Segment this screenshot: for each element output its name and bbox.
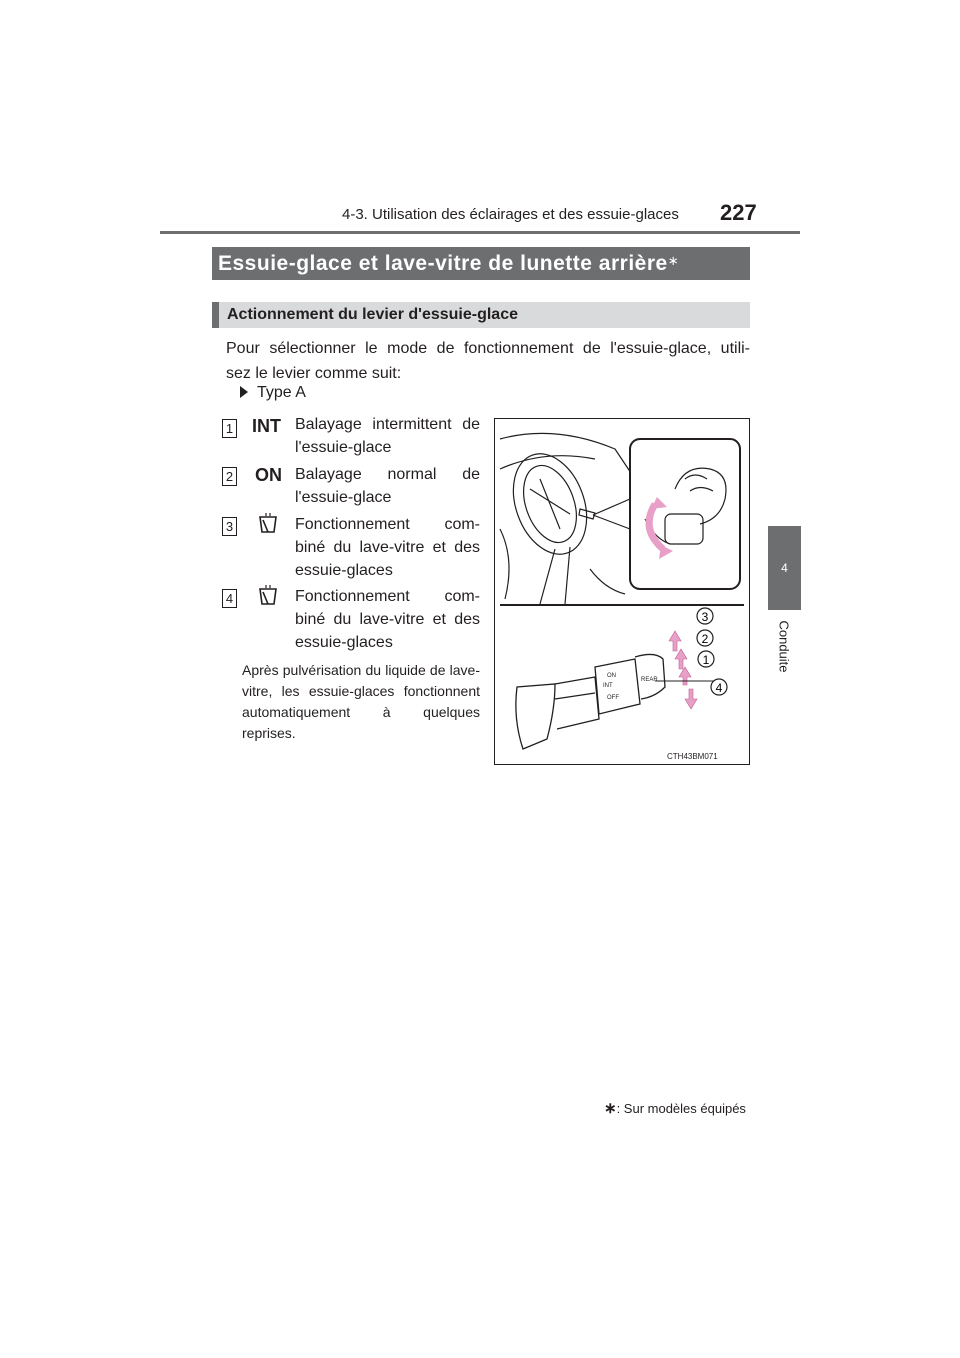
on-symbol: ON [255, 465, 282, 485]
lever-drawing [516, 654, 665, 749]
svg-text:3: 3 [701, 610, 709, 624]
callout-1 [698, 651, 714, 667]
callout-2 [697, 630, 713, 646]
item-number-4: 4 [222, 589, 237, 608]
asterisk-mark: ∗ [667, 253, 680, 268]
callout-4 [711, 679, 727, 695]
page-number: 227 [720, 200, 757, 225]
item-number-1: 1 [222, 419, 237, 438]
figure-illustration [495, 419, 749, 764]
int-symbol: INT [252, 416, 281, 436]
item-2-text: Balayage normal de l'essuie-glace [295, 466, 480, 506]
washer-icon [256, 584, 280, 608]
item-1-text: Balayage intermittent de l'essuie-glace [295, 416, 480, 456]
dashboard-drawing [500, 433, 635, 604]
item-4-text: Fonctionnement com- biné du lave-vitre et des essuie-glaces [295, 588, 480, 651]
header-rule [160, 231, 800, 234]
lever-label-int: INT [603, 683, 613, 689]
item-3-text: Fonctionnement com- biné du lave-vitre et des essuie-glaces [295, 516, 480, 579]
figure-code: CTH43BM071 [667, 752, 718, 761]
subsection-title: Actionnement du levier d'essuie-glace [212, 302, 750, 328]
svg-text:2: 2 [701, 632, 709, 646]
triangle-bullet-icon [240, 386, 248, 398]
chapter-tab[interactable] [768, 526, 801, 610]
chapter-label: Conduite [776, 619, 792, 673]
wiper-lever-figure [494, 418, 750, 765]
svg-text:1: 1 [702, 653, 710, 667]
item-number-3: 3 [222, 517, 237, 536]
item-number-2: 2 [222, 467, 237, 486]
callout-3 [697, 608, 713, 624]
footnote: ∗: Sur modèles équipés [604, 1100, 746, 1117]
section-title: Essuie-glace et lave-vitre de lunette arrière∗ [212, 247, 750, 280]
washer-icon [256, 512, 280, 536]
lever-label-on: ON [607, 673, 616, 679]
svg-text:4: 4 [715, 681, 723, 695]
lever-label-rear: REAR [641, 677, 658, 683]
chapter-number: 4 [781, 561, 788, 575]
type-label: Type A [240, 384, 306, 402]
intro-text: Pour sélectionner le mode de fonctionnement de l'essuie-glace, utili- sez le levier comme suit: [226, 340, 750, 382]
position-arrows [669, 631, 697, 709]
note-text: Après pulvérisation du liquide de lave-vitre, les essuie-glaces fonctionnent automatiquement à quelques reprises. [242, 662, 480, 741]
running-header: 4-3. Utilisation des éclairages et des essuie-glaces [342, 206, 679, 223]
lever-label-off: OFF [607, 695, 619, 701]
